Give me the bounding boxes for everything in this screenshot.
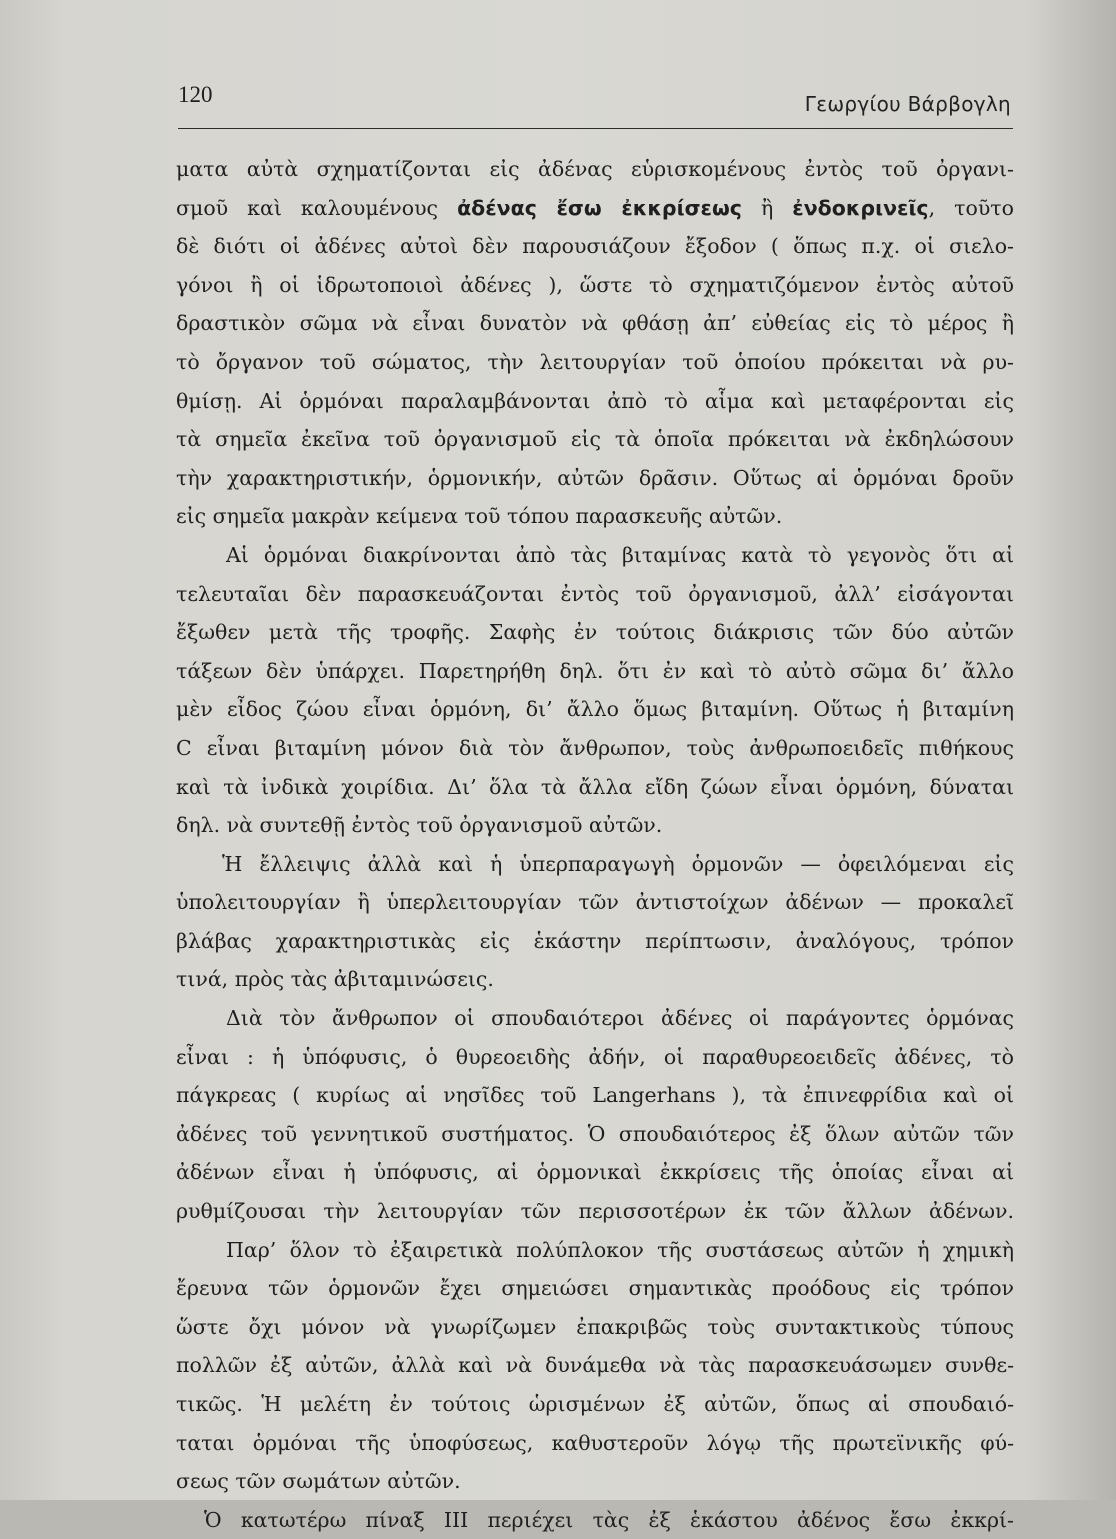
text-line: Αἱ ὁρμόναι διακρίνονται ἀπὸ τὰς βιταμίνας κατὰ τὸ γεγονὸς ὅτι αἱ [226, 542, 1014, 567]
text-line: τινά, πρὸς τὰς ἀβιταμινώσεις. [176, 967, 494, 992]
text-line: τελευταῖαι δὲν παρασκευάζονται ἐντὸς τοῦ ὀργανισμοῦ, ἀλλ’ εἰσάγονται [176, 581, 1014, 606]
text-line: βλάβας χαρακτηριστικὰς εἰς ἑκάστην περίπτωσιν, ἀναλόγους, τρόπον [176, 928, 1014, 953]
text-line: ὑπολειτουργίαν ἢ ὑπερλειτουργίαν τῶν ἀντιστοίχων ἀδένων — προκαλεῖ [176, 890, 1014, 915]
text-line: μὲν εἶδος ζώου εἶναι ὁρμόνη, δι’ ἄλλο ὅμως βιταμίνη. Οὕτως ἡ βιταμίνη [176, 697, 1014, 722]
text-line: ρυθμίζουσαι τὴν λειτουργίαν τῶν περισσοτέρων ἐκ τῶν ἄλλων ἀδένων. [176, 1199, 1014, 1224]
text-line: τὴν χαρακτηριστικήν, ὁρμονικήν, αὐτῶν δρᾶσιν. Οὕτως αἱ ὁρμόναι δροῦν [176, 465, 1014, 490]
text-segment: , τοῦτο [928, 195, 1014, 220]
text-line: C εἶναι βιταμίνη μόνον διὰ τὸν ἄνθρωπον, τοὺς ἀνθρωποειδεῖς πιθήκους [176, 735, 1014, 760]
text-line: Διὰ τὸν ἄνθρωπον οἱ σπουδαιότεροι ἀδένες οἱ παράγοντες ὁρμόνας [226, 1006, 1014, 1031]
text-line: τικῶς. Ἡ μελέτη ἐν τούτοις ὡρισμένων ἐξ αὐτῶν, ὅπως αἱ σπουδαιό- [176, 1392, 1014, 1416]
text-line: δραστικὸν σῶμα νὰ εἶναι δυνατὸν νὰ φθάσῃ ἀπ’ εὐθείας εἰς τὸ μέρος ἢ [176, 311, 1014, 336]
text-line: τάξεων δὲν ὑπάρχει. Παρετηρήθη δηλ. ὅτι ἐν καὶ τὸ αὐτὸ σῶμα δι’ ἄλλο [176, 658, 1014, 683]
text-line: Παρ’ ὅλον τὸ ἐξαιρετικὰ πολύπλοκον τῆς συστάσεως αὐτῶν ἡ χημικὴ [226, 1237, 1014, 1262]
text-line: ὥστε ὄχι μόνον νὰ γνωρίζωμεν ἐπακριβῶς τοὺς συντακτικοὺς τύπους [176, 1314, 1014, 1339]
text-line: δηλ. νὰ συντεθῇ ἐντὸς τοῦ ὀργανισμοῦ αὐτῶν. [176, 813, 663, 838]
text-line: καὶ τὰ ἰνδικὰ χοιρίδια. Δι’ ὅλα τὰ ἄλλα εἴδη ζώων εἶναι ὁρμόνη, δύναται [176, 774, 1014, 799]
text-line: τὸ ὄργανον τοῦ σώματος, τὴν λειτουργίαν τοῦ ὁποίου πρόκειται νὰ ρυ- [176, 349, 1014, 374]
text-line: ταται ὁρμόναι τῆς ὑποφύσεως, καθυστεροῦν λόγῳ τῆς πρωτεϊνικῆς φύ- [176, 1430, 1014, 1455]
bold-term: ἀδένας ἔσω ἐκκρίσεως [457, 195, 742, 220]
text-line: Ὁ κατωτέρω πίναξ III περιέχει τὰς ἐξ ἑκάστου ἀδένος ἔσω ἐκκρί- [204, 1507, 1014, 1532]
text-line: Ἡ ἔλλειψις ἀλλὰ καὶ ἡ ὑπερπαραγωγὴ ὁρμονῶν — ὀφειλόμεναι εἰς [222, 851, 1014, 876]
text-line [176, 189, 1014, 228]
text-line: ἔρευνα τῶν ὁρμονῶν ἔχει σημειώσει σημαντικὰς προόδους εἰς τρόπον [176, 1276, 1014, 1301]
text-line: ἀδένες τοῦ γεννητικοῦ συστήματος. Ὁ σπουδαιότερος ἐξ ὅλων αὐτῶν τῶν [176, 1121, 1014, 1146]
text-line: ἀδένων εἶναι ἡ ὑπόφυσις, αἱ ὁρμονικαὶ ἐκκρίσεις τῆς ὁποίας εἶναι αἱ [176, 1160, 1014, 1185]
text-segment: ἢ [741, 195, 793, 220]
running-head: Γεωργίου Βάρβογλη [804, 92, 1011, 116]
text-line: τὰ σημεῖα ἐκεῖνα τοῦ ὀργανισμοῦ εἰς τὰ ὁποῖα πρόκειται νὰ ἐκδηλώσουν [176, 427, 1014, 452]
page-number: 120 [178, 82, 213, 107]
body-text [176, 150, 1014, 1539]
bold-term: ἐνδοκρινεῖς [792, 195, 929, 220]
text-line: πολλῶν ἐξ αὐτῶν, ἀλλὰ καὶ νὰ δυνάμεθα νὰ τὰς παρασκευάσωμεν συνθε- [176, 1353, 1014, 1378]
text-line: εἰς σημεῖα μακρὰν κείμενα τοῦ τόπου παρασκευῆς αὐτῶν. [176, 504, 783, 529]
text-line: θμίσῃ. Αἱ ὁρμόναι παραλαμβάνονται ἀπὸ τὸ αἷμα καὶ μεταφέρονται εἰς [176, 388, 1014, 413]
text-line: πάγκρεας ( κυρίως αἱ νησῖδες τοῦ Langerhans ), τὰ ἐπινεφρίδια καὶ οἱ [176, 1083, 1014, 1108]
text-line: ματα αὐτὰ σχηματίζονται εἰς ἀδένας εὑρισκομένους ἐντὸς τοῦ ὀργανι- [176, 157, 1014, 181]
page-header [178, 82, 1013, 129]
text-line: εἶναι : ἡ ὑπόφυσις, ὁ θυρεοειδὴς ἀδήν, οἱ παραθυρεοειδεῖς ἀδένες, τὸ [176, 1044, 1014, 1069]
text-line: ἔξωθεν μετὰ τῆς τροφῆς. Σαφὴς ἐν τούτοις διάκρισις τῶν δύο αὐτῶν [176, 620, 1014, 645]
text-line: σεως τῶν σωμάτων αὐτῶν. [176, 1469, 461, 1494]
text-line: δὲ διότι οἱ ἀδένες αὐτοὶ δὲν παρουσιάζουν ἔξοδον ( ὅπως π.χ. οἱ σιελο- [176, 234, 1014, 259]
text-line: γόνοι ἢ οἱ ἱδρωτοποιοὶ ἀδένες ), ὥστε τὸ σχηματιζόμενον ἐντὸς αὐτοῦ [176, 272, 1014, 297]
text-segment: σμοῦ καὶ καλουμένους [176, 195, 458, 220]
